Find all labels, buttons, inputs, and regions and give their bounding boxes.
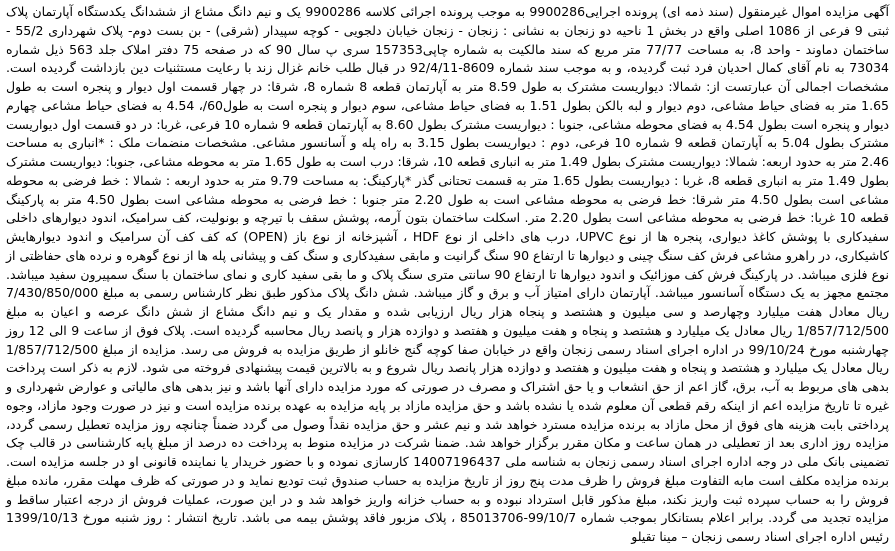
auction-notice-text: آگهی مزایده اموال غیرمنقول (سند ذمه ای) پرونده اجرایی9900286 به موجب پرونده اجرائی کلاسه 9900286 یک و نیم دانگ مشاع از ششدانگ یکدستگاه آپارتمان پلاک ثبتی 9 فرعی از 1086 اصلی واقع در بخش 1 ناحیه دو زنجان به نشانی : زنجان - زنجان خیابان دلجویی - کوچه سپیدار (شرقی) - بن بست دوم- پلاک شهرداری 55/2 - ساختمان دماوند - واحد 8، به مساحت 77/77 متر مربع که سند مالکیت به شماره چاپی157353 سری پ سال 90 که در صفحه 75 دفتر املاک جلد 563 ذیل شماره 73034 به نام آقای کمال احدیان فرد ثبت گردیده، و به موجب سند شماره 8609-92/4/11 در قبال طلب خانم غزال زند با رعایت مستثنیات دین بازداشت گردیده است. مشخصات اجمالی آن عبارتست از: شمالا: دیواریست مشترک به طول 8.59 متر به آپارتمان قطعه 8 شماره 8، شرقا: در چهار قسمت اول دیوار و پنجره است به طول 1.65 متر به فضای حیاط مشاعی، دوم دیوار و لبه بالکن بطول 1.51 به فضای حیاط مشاعی، سوم دیوار و پنجره است به طول60/، 4.54 به فضای حیاط مشاعی چهارم دیوار و پنجره است بطول 4.54 به فضای محوطه مشاعی، جنوبا : دیواریست مشترک بطول 8.60 به آپارتمان قطعه 9 شماره 10 فرعی، غربا: در دو قسمت اول دیواریست مشترک بطول 5.04 به آپارتمان قطعه 9 شماره 10 فرعی، دوم : دیواریست بطول 3.15 به راه پله و آسانسور مشاعی. مشخصات منضمات ملک : *انباری به مساحت 2.46 متر به حدود اربعه: شمالا: دیواریست مشترک بطول 1.49 متر به انباری قطعه 10، شرقا: درب است به طول 1.65 متر به محوطه مشاعی، جنوبا: دیواریست مشترک بطول 1.49 متر به انباری قطعه 8، غربا : دیواریست بطول 1.65 متر به قسمت تحتانی گذر *پارکینگ: به مساحت 9.79 متر به حدود اربعه : شمالا : خط فرضی به محوطه مشاعی است بطول 4.50 متر شرقا: خط فرضی به محوطه مشاعی است به طول 2.20 متر جنوبا : خط فرضی به محوطه مشاعی است بطول 4.50 متر به پارکینگ قطعه 10 غربا: خط فرضی به محوطه مشاعی است بطول 2.20 متر. اسکلت ساختمان بتون آرمه، پوشش سقف با تیرچه و بونولیت، کف سرامیک، اندود دیوارهای داخلی سفیدکاری با پوشش کاغذ دیواری، پنجره ها از نوع UPVC، درب های داخلی از نوع HDF ، آشپزخانه از نوع باز (OPEN) که کف کف آن سرامیک و اندود دیوارهایش کاشیکاری، در راهرو مشاعی فرش کف سنگ چینی و دیوارها تا ارتفاع 90 سنگ گرانیت و مابقی سفیدکاری و سنگ کف و پیشانی پله ها از نوع گوهره و نرده های حفاظتی از نوع فلزی میباشد. در پارکینگ فرش کف موزائیک و اندود دیوارها تا ارتفاع 90 سانتی متری سنگ پلاک و ما بقی سفید کاری و نمای ساختمان با سنگ سمپیرون سفید میباشد. مجتمع مجهز به یک دستگاه آسانسور میباشد. آپارتمان دارای امتیاز آب و برق و گاز میباشد. شش دانگ پلاک مذکور طبق نظر کارشناس رسمی به مبلغ 7/430/850/000 ریال معادل هفت میلیارد وچهارصد و سی میلیون و هشتصد و پنجاه هزار ریال ارزیابی شده و مقدار یک و نیم دانگ مشاع از شش دانگ عرصه و اعیان به مبلغ 1/857/712/500 ریال معادل یک میلیارد و هشتصد و پنجاه و هفت میلیون و هفتصد و دوازده هزار و پانصد ریال محاسبه گردیده است. پلاک فوق از ساعت 9 الی 12 روز چهارشنبه مورخ 99/10/24 در اداره اجرای اسناد رسمی زنجان واقع در خیابان صفا کوچه گنج خانلو از طریق مزایده به فروش می رسد. مزایده از مبلغ 1/857/712/500 ریال معادل یک میلیارد و هشتصد و پنجاه و هفت میلیون و هفتصد و دوازده هزار پانصد ریال شروع و به بالاترین قیمت پیشنهادی فروخته می شود. لازم به ذکر است پرداخت بدهی های مربوط به آب، برق، گاز اعم از حق انشعاب و یا حق اشتراک و مصرف در صورتی که مورد مزایده دارای آنها باشد و نیز بدهی های مالیاتی و عوارض شهرداری و غیره تا تاریخ مزایده اعم از اینکه رقم قطعی آن معلوم شده یا نشده باشد و حق مزایده مازاد بر پایه مزایده به عهده برنده مزایده است و نیز در صورت وجود مازاد، وجوه پرداختی بابت هزینه های فوق از محل مازاد به برنده مزایده مسترد خواهد شد و نیم عشر و حق مزایده نقداً وصول می گردد ضمناً چنانچه روز مزایده تعطیل رسمی گردد، مزایده روز اداری بعد از تعطیلی در همان ساعت و مکان مقرر برگزار خواهد شد. ضمنا شرکت در مزایده منوط به پرداخت ده درصد از مبلغ پایه کارشناسی در قالب چک تضمینی بانک ملی در وجه اداره اجرای اسناد رسمی زنجان به شناسه ملی 14007196437 کارسازی نموده و با حضور خریدار یا نماینده قانونی او در جلسه مزایده است. برنده مزایده مکلف است مابه التفاوت مبلغ فروش را ظرف مدت پنج روز از تاریخ مزایده به حساب صندوق ثبت تودیع نماید و در صورتی که ظرف مهلت مقرر، مانده مبلغ فروش را به حساب سپرده ثبت واریز نکند، مبلغ مذکور قابل استرداد نبوده و به حساب خزانه واریز خواهد شد و در این صورت، عملیات فروش از درجه اعتبار ساقط و مزایده تجدید می گردد. برابر اعلام بستانکار بموجب شماره 99/10/7-85013706 ، پلاک مزبور فاقد پوشش بیمه می باشد. تاریخ انتشار : روز شنبه مورخ 1399/10/13 رئیس اداره اجرای اسناد رسمی زنجان – مینا تقیلو xyxy=(6,4,890,544)
